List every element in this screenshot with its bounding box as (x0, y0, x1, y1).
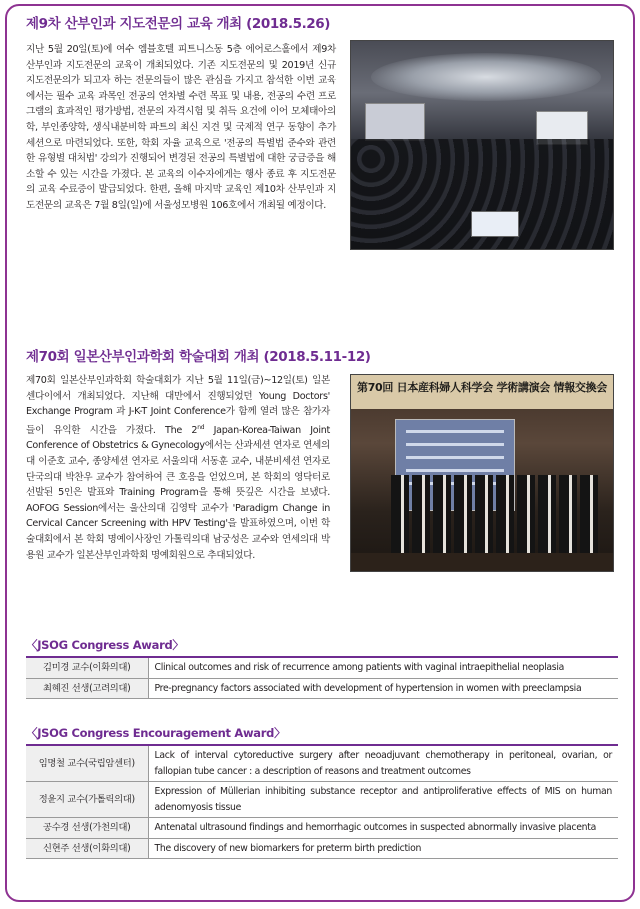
section1-body (26, 42, 336, 214)
award1-heading: 〈JSOG Congress Award〉 (26, 638, 184, 652)
table-row (26, 657, 618, 678)
section2-body-b: Japan-Korea-Taiwan Joint Conference of Obstetrics & Gynecology에서는 산과세션 연자로 연세의대 이준호 교수, 종양세션 연자로 서울의대 서동훈 교수, 내분비세션 연자로 단국의대 박찬우 교수가 참여하여 큰 호응을 얻었으며, 본 학회의 영닥터로 선발된 5인은 발표와 Training Program을 통해 뜻깊은 시간을 보냈다. AOFOG Session에서는 울산의대 김영탁 교수가 'Paradigm Change in Cervical Cancer Screening with HPV Testing'을 발표하였으며, 이번 학술대회에서 본 학회 명예이사장인 가톨릭의대 남궁성은 교수와 연세의대 박용원 교수가 일본산부인과학회 명예회원으로 추대되었다. (26, 424, 330, 561)
laptop (471, 211, 519, 237)
award-title: Pre-pregnancy factors associated with development of hypertension in women with preeclampsia (148, 678, 618, 699)
awardee-name: 임명철 교수(국립암센터) (26, 745, 148, 782)
section2-body-text (26, 373, 330, 563)
table-row (26, 678, 618, 699)
table-row (26, 838, 618, 859)
table-row (26, 782, 618, 818)
awardee-name: 공수경 선생(가천의대) (26, 818, 148, 839)
award2-heading: 〈JSOG Congress Encouragement Award〉 (26, 726, 286, 740)
conference-photo (350, 374, 614, 572)
award-title: Expression of Müllerian inhibiting substance receptor and antiproliferative effects of MIS on human adenomyosis tissue (148, 782, 618, 818)
section2-body (26, 373, 330, 563)
table-row (26, 745, 618, 782)
awardee-name: 정윤지 교수(가톨릭의대) (26, 782, 148, 818)
section1-title: 제9차 산부인과 지도전문의 교육 개최 (2018.5.26) (26, 16, 331, 32)
section2-body-a: 제70회 일본산부인과학회 학술대회가 지난 5월 11일(금)~12일(토) 일본 센다이에서 개최되었다. 지난해 대만에서 진행되었던 Young Doctors' Exchange Program 과 J-K-T Joint Conference가 함께 열려 많은 참가자들이 유익한 시간을 가졌다. The 2 (26, 375, 330, 436)
group-of-speakers (391, 475, 601, 553)
section2-title: 제70회 일본산부인과학회 학술대회 개최 (2018.5.11-12) (26, 349, 371, 365)
award-title: The discovery of new biomarkers for preterm birth prediction (148, 838, 618, 859)
section1-body-text: 지난 5월 20일(토)에 여수 엠블호텔 피트니스동 5층 에어로스홀에서 제9차 산부인과 지도전문의 교육이 개최되었다. 기존 지도전문의 및 2019년 신규 지도전문의가 되고자 하는 전문의들이 많은 관심을 가지고 참석한 이번 교육에서는 필수 교육 과목인 전공의 연차별 수련 목표 및 내용, 전공의 수련 프로그램의 효과적인 평가방법, 전문의 자격시험 및 취득 요건에 이어 모체태아의학, 부인종양학, 생식내분비학 파트의 최신 지견 및 국제적 연구 동향이 추가 세션으로 마련되었다. 또한, 학회 자율 교육으로 '전공의 특별법 준수와 관련한 유형별 대처법' 강의가 진행되어 변경된 전공의 특별법에 대한 궁금증을 해소할 수 있는 시간을 가졌다. 본 교육의 이수자에게는 행사 종료 후 지도전문의 교육 수료증이 발급되었다. 한편, 올해 마지막 교육인 제10차 산부인과 지도전문의 교육은 7월 8일(일)에 서울성모병원 106호에서 개최될 예정이다. (26, 44, 336, 211)
award-title: Clinical outcomes and risk of recurrence among patients with vaginal intraepithelial neoplasia (148, 657, 618, 678)
ceiling-light (371, 53, 601, 101)
projection-screen-left (365, 103, 425, 141)
awardee-name: 신현주 선생(이화의대) (26, 838, 148, 859)
section2-body-sup: nd (197, 423, 205, 431)
conference-banner: 第70回 日本産科婦人科学会 学術講演会 情報交換会 (351, 375, 613, 409)
stage-floor (351, 553, 613, 571)
awardee-name: 김미경 교수(이화의대) (26, 657, 148, 678)
award2-table (26, 744, 618, 859)
awardee-name: 최혜진 선생(고려의대) (26, 678, 148, 699)
award1-table (26, 656, 618, 699)
seminar-photo (350, 40, 614, 250)
award-title: Antenatal ultrasound findings and hemorrhagic outcomes in suspected abnormally invasive placenta (148, 818, 618, 839)
award-title: Lack of interval cytoreductive surgery after neoadjuvant chemotherapy in peritoneal, ovarian, or fallopian tube cancer : a description of reasons and treatment outcomes (148, 745, 618, 782)
table-row (26, 818, 618, 839)
